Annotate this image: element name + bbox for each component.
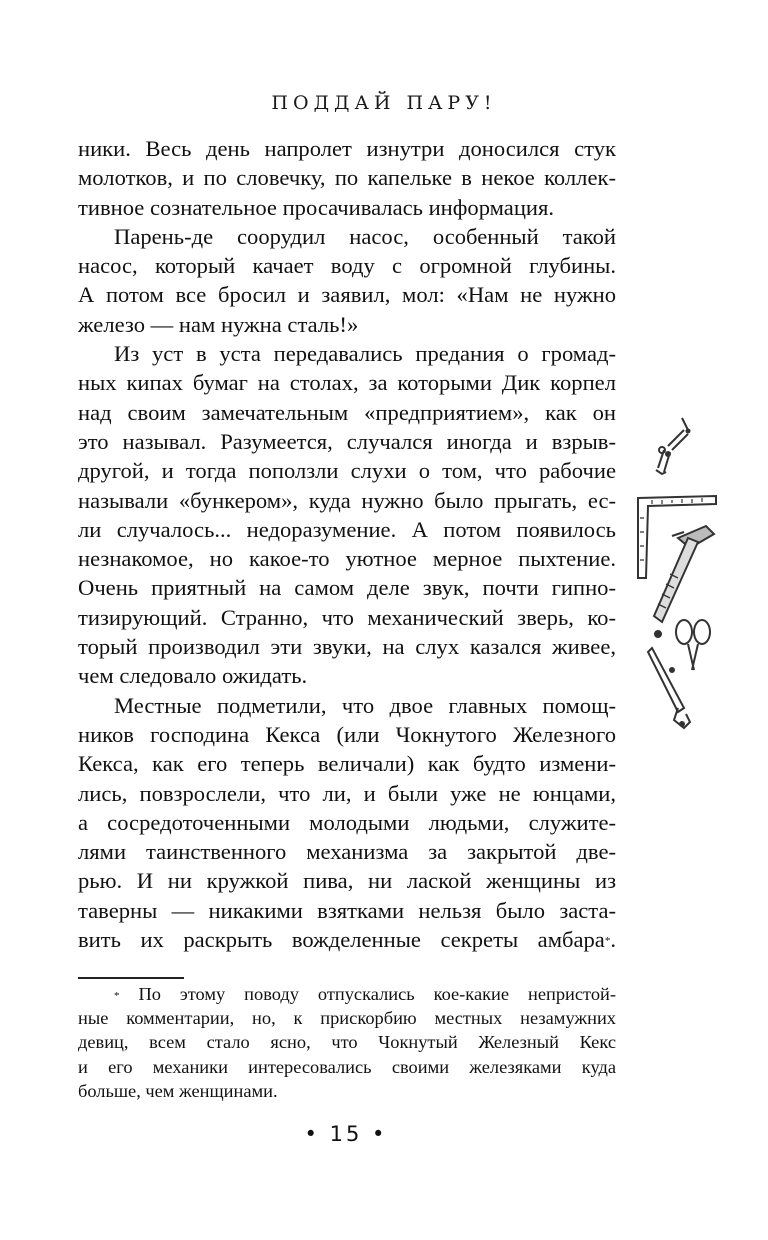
text-line: насос, который качает воду с огромной глубины. xyxy=(78,253,616,279)
text-line: железо — нам нужна сталь!» xyxy=(78,311,359,337)
text-line: другой, и тогда поползли слухи о том, что рабочие xyxy=(78,458,616,484)
text-line: это называл. Разумеется, случался иногда и взрыв- xyxy=(78,428,616,454)
text-line: ных кипах бумаг на столах, за которыми Дик корпел xyxy=(78,370,616,396)
text-line-content: вить их раскрыть вожделенные секреты амбара xyxy=(78,927,605,953)
footnote-line xyxy=(78,982,616,1006)
wrench-icon xyxy=(656,430,688,474)
footnote-line: и его механики интересовались своими железяками куда xyxy=(78,1056,616,1077)
tools-illustration xyxy=(628,408,748,748)
footnote xyxy=(78,982,616,1103)
text-line: тизирующий. Странно, что механический зверь, ко- xyxy=(78,604,616,630)
running-title: ПОДДАЙ ПАРУ! xyxy=(271,92,497,114)
scissors-icon xyxy=(676,620,710,670)
folio-bullet-left: • xyxy=(304,1122,320,1146)
footnote-line-text: По этому поводу отпускались кое-какие непристой- xyxy=(119,984,616,1004)
text-line-with-footnote: вить их раскрыть вожделенные секреты амбара*. xyxy=(78,927,616,953)
text-line: Из уст в уста передавались предания о громад- xyxy=(114,341,616,367)
text-line: а сосредоточенными молодыми людьми, служите- xyxy=(78,809,616,835)
main-text xyxy=(78,134,616,954)
footnote-line: девиц, всем стало ясно, что Чокнутый Железный Кекс xyxy=(78,1032,616,1053)
text-line: ников господина Кекса (или Чокнутого Железного xyxy=(78,721,616,747)
folio-number: 15 xyxy=(329,1122,363,1146)
text-line: над своим замечательным «предприятием», как он xyxy=(78,399,616,425)
footnote-marker: * xyxy=(114,990,120,1002)
text-line: молотков, и по словечку, по капельке в некое коллек- xyxy=(78,165,616,191)
text-line: рью. И ни кружкой пива, ни лаской женщины из xyxy=(78,868,616,894)
text-line: называли «бункером», куда нужно было прыгать, ес- xyxy=(78,487,616,513)
text-line: лями таинственного механизма за закрытой две- xyxy=(78,839,616,865)
text-line: тивное сознательное просачивалась информация. xyxy=(78,194,555,220)
text-line: А потом все бросил и заявил, мол: «Нам не нужно xyxy=(78,282,616,308)
page-number xyxy=(0,1122,692,1146)
text-line: Местные подметили, что двое главных помощ- xyxy=(114,692,616,718)
text-line: незнакомое, но какое-то уютное мерное пыхтение. xyxy=(78,546,616,572)
text-line: торый производил эти звуки, на слух казался живее, xyxy=(78,634,616,660)
text-line: чем следовало ожидать. xyxy=(78,663,308,689)
adjustable-wrench-icon xyxy=(648,648,690,728)
footnote-line: ные комментарии, но, к прискорбию местных незамужних xyxy=(78,1008,616,1029)
text-line: лись, повзрослели, что ли, и были уже не юнцами, xyxy=(78,780,616,806)
footnote-rule xyxy=(78,977,184,979)
text-line: Кекса, как его теперь величали) как будто измени- xyxy=(78,751,616,777)
footnote-line: больше, чем женщинами. xyxy=(78,1080,278,1101)
text-line: таверны — никакими взятками нельзя было заста- xyxy=(78,897,616,923)
text-line: ники. Весь день напролет изнутри доносился стук xyxy=(78,136,616,161)
text-line: Очень приятный на самом деле звук, почти гипно- xyxy=(78,575,616,601)
footnote-mark[interactable]: * xyxy=(604,935,611,948)
folio-bullet-right: • xyxy=(372,1122,388,1146)
text-line: ли случалось... недоразумение. А потом появилось xyxy=(78,516,616,542)
text-line: Парень-де соорудил насос, особенный такой xyxy=(114,223,616,249)
